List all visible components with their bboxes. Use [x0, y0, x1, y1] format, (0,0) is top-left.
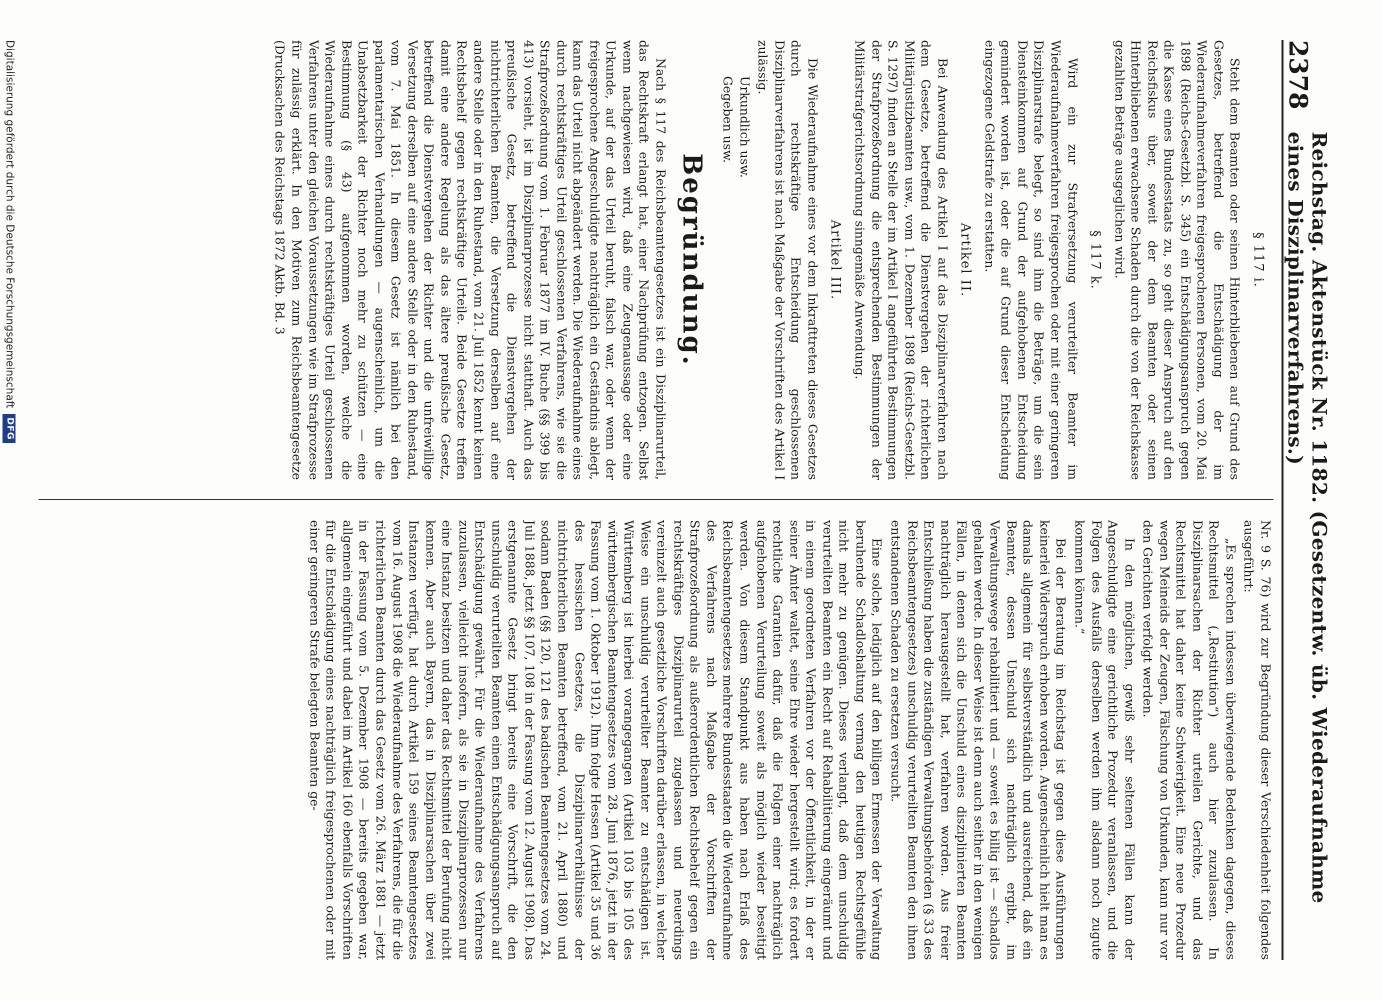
- page-header: [1281, 40, 1331, 960]
- right-intro: Nr. 9 S. 76) wird zur Begründung dieser Verschiedenheit folgendes ausgeführt:: [1241, 520, 1273, 960]
- digitization-note: [1, 40, 17, 1000]
- article-text-2: Bei Anwendung des Artikel I auf das Disziplinarverfahren nach dem Gesetze, betreffend die Dienstvergehen der richterlichen Militärjustizbeamten usw., vom 1. Dezember 1898 (Reichs-Gesetzbl. S. 1297) finden an Stelle der im Artikel I angeführten Bestimmungen der Strafprozeßordnung die entsprechenden Bestimmungen der Militärstrafgerichtsordnung sinngemäße Anwendung.: [851, 40, 950, 480]
- page-number: 2378: [1283, 40, 1312, 110]
- closing-line-1: Urkundlich usw.: [736, 76, 752, 178]
- digitization-text: Digitalisierung gefördert durch die Deutsche Forschungsgemeinschaft: [3, 40, 15, 409]
- column-divider: [38, 499, 1273, 500]
- begruendung-text: Nach § 117 des Reichsbeamtengesetzes ist ein Disziplinarurteil, das Rechtskraft erlangt hat, einer Nachprüfung entzogen. Selbst wenn nachgewiesen wird, daß eine Zeugenaussage oder eine Urkunde, auf der das Urteil beruht, falsch war, oder wenn der freigesprochene Angeschuldigte nachträglich ein Geständnis ablegt, kann das Urteil nicht abgeändert werden. Die Wiederaufnahme eines durch rechtskräftiges Urteil geschlossenen Verfahrens, wie sie die Strafprozeßordnung vom 1. Februar 1877 im IV. Buche (§§ 399 bis 413) vorsieht, ist im Disziplinarprozesse nicht statthaft. Auch das preußische Gesetz, betreffend die Dienstvergehen der nichtrichterlichen Beamten, die Versetzung derselben auf eine andere Stelle oder in den Ruhestand, vom 21. Juli 1852 kennt keinen Rechtsbehelf gegen rechtskräftige Urteile. Beide Gesetze treffen damit eine andere Regelung als das ältere preußische Gesetz, betreffend die Dienstvergehen der Richter und die unfreiwillige Versetzung derselben auf eine andere Stelle oder in den Ruhestand, vom 7. Mai 1851. In diesem Gesetz ist nämlich bei den parlamentarischen Verhandlungen — augenscheinlich, um die Unabsetzbarkeit der Richter noch mehr zu schützen — eine Bestimmung (§ 43) aufgenommen worden, welche die Wiederaufnahme eines durch rechtskräftiges Urteil geschlossenen Verfahrens unter den gleichen Voraussetzungen wie im Strafprozesse für zulässig erklärt. In den Motiven zum Reichsbeamtengesetze (Drucksachen des Reichstags 1872 Aktb. Bd. 3: [272, 40, 669, 480]
- right-paragraph-1: Bei der Beratung im Reichstag ist gegen diese Ausführungen keinerlei Widerspruch erhoben worden. Augenscheinlich hielt man es damals allgemein für selbstverständlich und ausreichend, daß ein Beamter, dessen Unschuld sich nachträglich ergibt, im Verwaltungswege rehabilitiert und — soweit es billig ist — schadlos gehalten werde. In dieser Weise ist denn auch seither in den wenigen Fällen, in denen sich die Unschuld eines disziplinierten Beamten nachträglich herausgestellt hat, verfahren worden. Aus freier Entschließung haben die zuständigen Verwaltungsbehörden (§ 33 des Reichsbeamtengesetzes) unschuldig verurteilten Beamten den ihnen entstandenen Schaden zu ersetzen versucht.: [887, 520, 1069, 960]
- right-paragraph-2: Eine solche, lediglich auf den billigen Ermessen der Verwaltung beruhende Schadloshaltung vermag den heutigen Rechtsgefühle nicht mehr zu genügen. Dieses verlangt, daß dem unschuldig verurteilten Beamten ein Recht auf Rehabilitierung eingeräumt und in einem geordneten Verfahren vor der Öffentlichkeit, in der er seiner Ämter waltet, seine Ehre wieder hergestellt wird; es fordert rechtliche Garantien dafür, daß die Folgen einer nachträglich aufgehobenen Verurteilung soweit als möglich wieder beseitigt werden. Von diesem Standpunkt aus haben nach Erlaß des Reichsbeamtengesetzes mehrere Bundesstaaten die Wiederaufnahme des Verfahrens nach Maßgabe der Vorschriften der Strafprozeßordnung als außerordentlichen Rechtsbehelf gegen ein rechtskräftiges Disziplinarurteil zugelassen und neuerdings vereinzelt auch gesetzliche Vorschriften darüber erlassen, in welcher Weise ein unschuldig verurteilter Beamter zu entschädigen ist. Württemberg ist hierbei vorangegangen (Artikel 103 bis 105 des württembergischen Beamtengesetzes vom 28. Juni 1876, jetzt in der Fassung vom 1. Oktober 1912). Ihm folgte Hessen (Artikel 35 und 36 des hessischen Gesetzes, die Disziplinarverhältnisse der nichtrichterlichen Beamten betreffend, vom 21. April 1880) und sodann Baden (§§ 120, 121 des badischen Beamtengesetzes vom 24. Juli 1888, jetzt §§ 107, 108 in der Fassung vom 12. August 1908). Das erstgenannte Gesetz bringt bereits eine Vorschrift, die den unschuldig verurteilten Beamten einen Entschädigungsanspruch auf Entschädigung gewährt. Für die Wiederaufnahme des Verfahrens zuzulassen, vielleicht insofern, als sie in Disziplinarprozessen nur eine Instanz besitzen und daher das Rechtsmittel der Berufung nicht kennen. Aber auch Bayern, das in Disziplinarsachen über zwei Instanzen verfügt, hat durch Artikel 159 seines Beamtengesetzes vom 16. August 1908 die Wiederaufnahme des Verfahrens, die für die richterlichen Beamten durch das Gesetz vom 26. März 1881 — jetzt in der Fassung vom 5. Dezember 1908 — bereits gegeben war, allgemein eingeführt und dabei im Artikel 160 ebenfalls Vorschriften für die Entschädigung eines nachträglich freigesprochenen oder mit einer geringeren Strafe belegten Beamten ge-: [306, 520, 885, 960]
- section-text-117i: Steht dem Beamten oder seinen Hinterbliebenen auf Grund des Gesetzes, betreffend die Entschädigung der im Wiederaufnahmeverfahren freigesprochenen Personen, vom 20. Mai 1898 (Reichs-Gesetzbl. S. 345) ein Entschädigungsanspruch gegen die Kasse eines Bundesstaats zu, so geht dieser Anspruch auf den Reichsfiskus über, soweit der dem Beamten oder seinen Hinterbliebenen erwachsene Schaden durch die von der Reichskasse gezahlten Beträge ausgeglichen wird.: [1111, 40, 1243, 480]
- quote-paragraph-1: „Es sprechen indessen überwiegende Bedenken dagegen, dieses Rechtsmittel („Restitution“) auch hier zuzulassen. In Disziplinarsachen der Richter urteilen Gerichte, und das Rechtsmittel hat daher keine Schwierigkeit. Eine neue Prozedur wegen Meineids der Zeugen, Fälschung von Urkunden, kann nur vor den Gerichten verfolgt werden.: [1140, 520, 1238, 960]
- section-heading-117i: § 117 i.: [1250, 232, 1265, 288]
- dfg-logo: DFG: [3, 414, 16, 443]
- left-column: [33, 40, 1273, 480]
- article-heading-2: Artikel II.: [957, 222, 973, 298]
- section-heading-117k: § 117 k.: [1087, 230, 1103, 290]
- quote-paragraph-2: In den möglichen, gewiß sehr seltenen Fällen kann der Angeschuldigte eine gerichtliche Prozedur veranlassen, und die Folgen des Ausfalls derselben werden ihm alsdann noch zugute kommen können.“: [1071, 520, 1137, 960]
- header-title: Reichstag. Aktenstück Nr. 1182. (Gesetzentw. üb. Wiederaufnahme eines Disziplinarverfahrens.): [1283, 131, 1331, 904]
- closing-line-2: Gegeben usw.: [720, 76, 736, 164]
- article-heading-3: Artikel III.: [827, 219, 843, 301]
- section-text-117k: Wird ein zur Strafversetzung verurteilter Beamter im Wiederaufnahmeverfahren freigesprochen oder mit einer geringeren Disziplinarstrafe belegt, so sind ihm die Beträge, um die sein Diensteinkommen auf Grund der aufgehobenen Entscheidung gemindert worden ist, oder die auf Grund dieser Entscheidung eingezogene Geldstrafe zu erstatten.: [981, 40, 1080, 480]
- right-column: [33, 520, 1273, 960]
- article-text-3: Die Wiederaufnahme eines vor dem Inkrafttreten dieses Gesetzes durch rechtskräftige Entscheidung geschlossenen Disziplinarverfahrens ist nach Maßgabe der Vorschriften des Artikel I zulässig.: [755, 40, 820, 480]
- begruendung-heading: Begründung.: [675, 153, 706, 367]
